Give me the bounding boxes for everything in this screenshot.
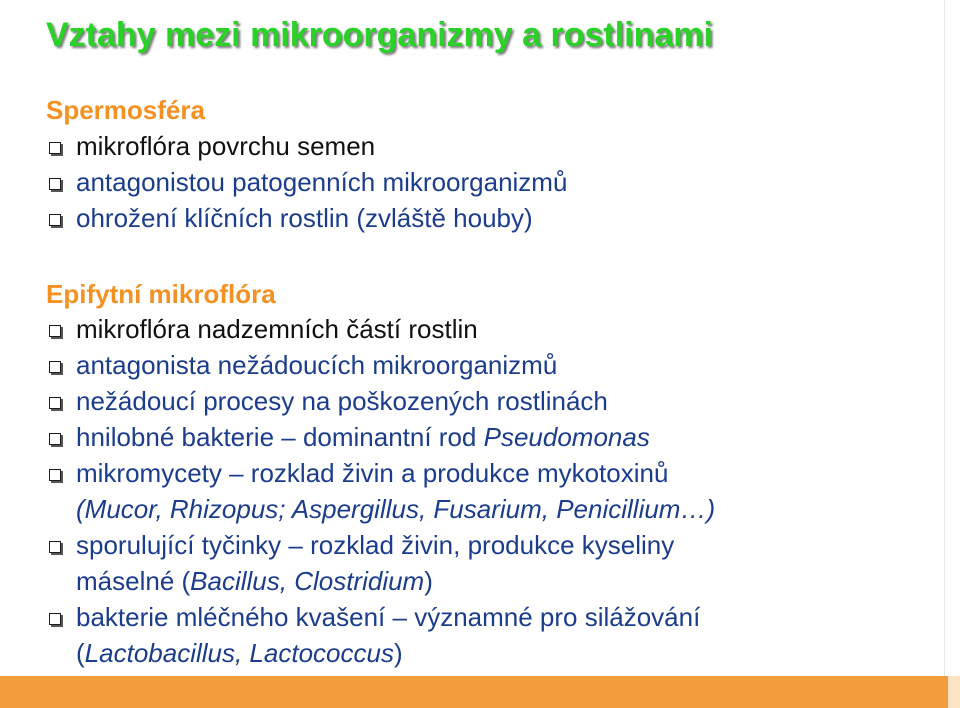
section-heading-epifytni-mikroflora: Epifytní mikroflóra <box>46 279 276 309</box>
bullet-list-epifytni-mikroflora <box>46 311 926 671</box>
list-item-text: antagonista nežádoucích mikroorganizmů <box>76 350 558 380</box>
checkbox-square-icon <box>49 178 61 190</box>
list-item-continuation <box>76 563 926 599</box>
list-item <box>46 311 926 347</box>
list-item-text: mikromycety – rozklad živin a produkce mykotoxinů <box>76 458 669 488</box>
continuation-suffix: ) <box>393 638 403 668</box>
list-item <box>46 128 926 164</box>
list-item-text: mikroflóra povrchu semen <box>76 131 376 161</box>
list-item <box>46 383 926 419</box>
continuation-prefix: máselné ( <box>76 566 191 596</box>
right-border <box>944 0 960 708</box>
checkbox-square-icon <box>49 433 61 445</box>
list-item <box>46 455 926 527</box>
list-item <box>46 200 926 236</box>
continuation-suffix: ) <box>424 566 433 596</box>
checkbox-square-icon <box>49 214 61 226</box>
list-item <box>46 527 926 599</box>
list-item-text: antagonistou patogenních mikroorganizmů <box>76 167 568 197</box>
genus-name: Pseudomonas <box>483 422 650 452</box>
list-item <box>46 347 926 383</box>
list-item <box>46 599 926 671</box>
list-item <box>46 419 926 455</box>
list-item-text: hnilobné bakterie – dominantní rod <box>76 422 484 452</box>
list-item-text: bakterie mléčného kvašení – významné pro silážování <box>76 602 701 632</box>
continuation-prefix: ( <box>76 638 85 668</box>
checkbox-square-icon <box>49 397 61 409</box>
list-item-text: sporulující tyčinky – rozklad živin, produkce kyseliny <box>76 530 675 560</box>
checkbox-square-icon <box>49 142 61 154</box>
list-item-continuation: (Mucor, Rhizopus; Aspergillus, Fusarium, Penicillium…) <box>76 494 716 524</box>
genus-names: Lactobacillus, Lactococcus <box>84 638 394 668</box>
page-title: Vztahy mezi mikroorganizmy a rostlinami <box>46 16 713 54</box>
list-item-text: ohrožení klíčních rostlin (zvláště houby) <box>76 203 533 233</box>
genus-names: Bacillus, Clostridium <box>190 566 425 596</box>
checkbox-square-icon <box>49 613 61 625</box>
bullet-list-spermosfera <box>46 128 926 236</box>
section-heading-spermosfera: Spermosféra <box>46 95 205 125</box>
checkbox-square-icon <box>49 541 61 553</box>
checkbox-square-icon <box>49 469 61 481</box>
list-item-continuation <box>76 635 926 671</box>
checkbox-square-icon <box>49 325 61 337</box>
footer-bar <box>0 676 960 708</box>
list-item-text: nežádoucí procesy na poškozených rostlinách <box>76 386 608 416</box>
list-item <box>46 164 926 200</box>
checkbox-square-icon <box>49 361 61 373</box>
list-item-text: mikroflóra nadzemních částí rostlin <box>76 314 478 344</box>
